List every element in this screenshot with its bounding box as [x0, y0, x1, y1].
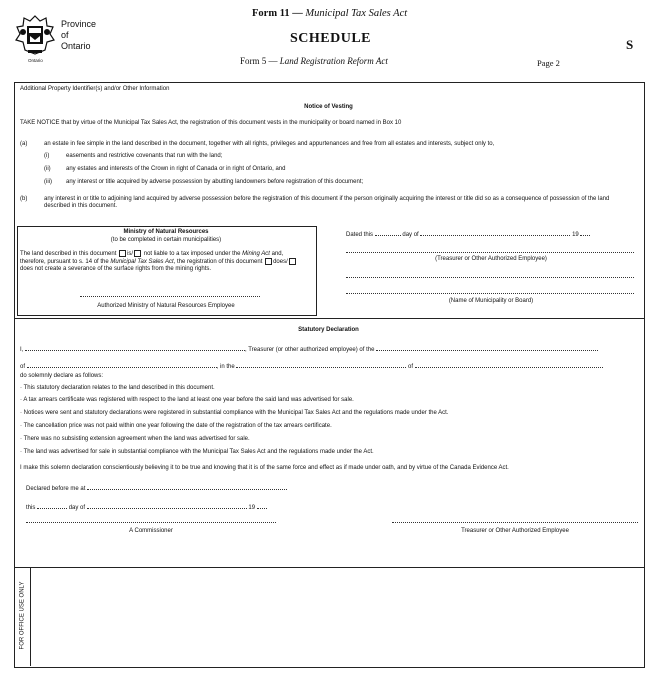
location-of2-label: of	[408, 364, 414, 370]
location-of-field[interactable]	[27, 362, 217, 368]
does-not-checkbox[interactable]	[289, 258, 296, 265]
additional-info-field[interactable]	[20, 94, 636, 100]
location-in-the-field[interactable]	[236, 362, 406, 368]
clause-a-text: an estate in fee simple in the land described in the document, together with all rights, privileges and appurtenances and free from all estates and interests, subject only to,	[44, 141, 495, 147]
mnr-subtitle: (to be completed in certain municipalities)	[110, 237, 222, 243]
municipality-label: (Name of Municipality or Board)	[448, 298, 534, 304]
dated-year-label: 19	[572, 232, 579, 238]
declarant-row	[20, 345, 640, 354]
declaration-bullet-2: · A tax arrears certificate was registered with respect to the land at least one year before the said land was advertised for sale.	[20, 397, 354, 403]
declared-place-field[interactable]	[87, 484, 287, 490]
municipality-line-1[interactable]	[346, 277, 634, 278]
is-not-checkbox[interactable]	[134, 250, 141, 257]
dated-this-row	[346, 230, 636, 239]
declaration-bullet-4: · The cancellation price was not paid within one year following the date of the registration of the tax arrears certificate.	[20, 423, 332, 429]
declared-year-field[interactable]	[257, 503, 267, 509]
mnr-text-4: does not create a severance of the surface rights from the mining rights.	[20, 266, 212, 273]
does-checkbox[interactable]	[265, 258, 272, 265]
dated-day-field[interactable]	[375, 230, 401, 236]
form-5-label: Form 5 —	[240, 56, 280, 66]
clause-a-i-num: (i)	[44, 153, 50, 159]
form-5-act: Land Registration Reform Act	[279, 56, 388, 66]
dated-day-of-label: day of	[402, 232, 419, 238]
not-liable-text: not liable to a tax imposed under the	[143, 251, 241, 258]
location-in-the-label: , in the	[216, 364, 235, 370]
treasurer-signature-label: (Treasurer or Other Authorized Employee)	[435, 256, 547, 262]
ontario-crest-icon	[14, 14, 56, 58]
clause-a-i-text: easements and restrictive covenants that run with the land;	[66, 153, 223, 159]
does-label: does/	[273, 259, 288, 266]
declaration-bullet-6: · The land was advertised for sale in substantial compliance with the Municipal Tax Sales Act and the regulations made under the Act.	[20, 449, 374, 455]
declaration-bullet-3: · Notices were sent and statutory declarations were registered in substantial compliance with the Municipal Tax Sales Act and the regulations made under the Act.	[20, 410, 449, 416]
location-of-label: of	[20, 364, 26, 370]
notice-of-vesting-title: Notice of Vesting	[304, 104, 353, 110]
location-row	[20, 362, 640, 371]
mnr-title: Ministry of Natural Resources	[123, 229, 209, 235]
declarant-i-label: I,	[20, 347, 24, 353]
form-11-title	[252, 8, 407, 19]
clause-a-ii-text: any estates and interests of the Crown in right of Canada or in right of Ontario, and	[66, 166, 286, 172]
declared-year-label: 19	[248, 505, 256, 511]
mnr-statement	[20, 250, 310, 273]
commissioner-label: A Commissioner	[129, 528, 173, 534]
mnr-signature-label: Authorized Ministry of Natural Resources Employee	[97, 303, 235, 309]
form-11-label: Form 11 —	[252, 8, 306, 19]
page-number: Page 2	[537, 58, 560, 68]
declared-month-field[interactable]	[87, 503, 247, 509]
closing-statement: I make this solemn declaration conscientiously believing it to be true and knowing that it is of the same force and effect as if made under oath, and by virtue of the Canada Evidence Act.	[20, 465, 509, 471]
dated-this-label: Dated this	[346, 232, 374, 238]
commissioner-signature-line[interactable]	[26, 522, 276, 523]
clause-a-ii-num: (ii)	[44, 166, 51, 172]
declared-date-row	[26, 503, 326, 512]
form-11-act: Municipal Tax Sales Act	[305, 8, 408, 19]
province-of-ontario	[61, 19, 96, 52]
take-notice-text: TAKE NOTICE that by virtue of the Municipal Tax Sales Act, the registration of this document vests in the municipality or board named in Box 10	[20, 120, 402, 126]
province-line-2: of	[61, 30, 69, 40]
mnr-text-1: The land described in this document	[20, 251, 117, 258]
bullet-6-text: The land was advertised for sale in substantial compliance with the Municipal Tax Sales Act and the regulations made under the Act.	[23, 449, 374, 455]
clause-a-label: (a)	[20, 141, 28, 147]
declarant-name-field[interactable]	[25, 345, 245, 351]
office-use-area[interactable]	[31, 568, 642, 665]
province-line-3: Ontario	[61, 41, 91, 51]
dated-month-field[interactable]	[420, 230, 570, 236]
bullet-5-text: There was no subsisting extension agreement when the land was advertised for sale.	[23, 436, 250, 442]
bullet-3-text: Notices were sent and statutory declarations were registered in substantial compliance with the Municipal Tax Sales Act and the regulations made under the Act.	[23, 410, 449, 416]
municipality-line-2[interactable]	[346, 293, 634, 294]
mnr-signature-line[interactable]	[80, 296, 260, 297]
clause-b-text: any interest in or title to adjoining land acquired by adverse possession before the registration of this document if the person originally acquiring the interest or title did so as a consequence of possession of the land described in this document.	[44, 196, 610, 209]
form-5-title	[240, 56, 388, 66]
mnr-text-3: , the registration of this document	[173, 259, 263, 266]
schedule-title: SCHEDULE	[290, 31, 372, 46]
declared-day-of-label: day of	[68, 505, 86, 511]
declared-day-field[interactable]	[37, 503, 67, 509]
dated-year-field[interactable]	[580, 230, 590, 236]
additional-info-label: Additional Property Identifier(s) and/or Other Information	[20, 86, 170, 92]
solemnly-declare-text: do solemnly declare as follows:	[20, 373, 104, 379]
declared-this-label: this	[26, 505, 36, 511]
treasurer-signature-line[interactable]	[346, 252, 634, 253]
declared-before-row	[26, 484, 326, 493]
is-label: is/	[127, 251, 134, 258]
declared-before-label: Declared before me at	[26, 486, 86, 492]
declarant-body-field[interactable]	[376, 345, 598, 351]
employee-signature-line[interactable]	[392, 522, 638, 523]
schedule-letter: S	[626, 37, 634, 52]
clause-b-label: (b)	[20, 196, 28, 202]
clause-a-iii-num: (iii)	[44, 179, 52, 185]
declaration-bullet-5: · There was no subsisting extension agreement when the land was advertised for sale.	[20, 436, 250, 442]
location-of2-field[interactable]	[415, 362, 603, 368]
employee-label: Treasurer or Other Authorized Employee	[461, 528, 569, 534]
declarant-treasurer-label: , Treasurer (or other authorized employee) of the	[245, 347, 375, 353]
province-line-1: Province	[61, 19, 97, 29]
statutory-declaration-title: Statutory Declaration	[298, 327, 359, 333]
mnr-text-2: and, therefore, pursuant to s. 14 of the	[20, 251, 284, 266]
bullet-4-text: The cancellation price was not paid within one year following the date of the registration of the tax arrears certificate.	[23, 423, 332, 429]
declaration-bullet-1: · This statutory declaration relates to the land described in this document.	[20, 385, 215, 391]
bullet-2-text: A tax arrears certificate was registered with respect to the land at least one year before the said land was advertised for sale.	[23, 397, 354, 403]
clause-a-iii-text: any interest or title acquired by adverse possession by abutting landowners before registration of this document;	[66, 179, 364, 185]
crest-caption: Ontario	[28, 58, 43, 63]
mtsa-text: Municipal Tax Sales Act	[110, 259, 174, 266]
mining-act-text: Mining Act	[242, 251, 270, 258]
office-use-label: FOR OFFICE USE ONLY	[19, 581, 26, 650]
statutory-divider	[14, 318, 644, 319]
is-checkbox[interactable]	[119, 250, 126, 257]
bullet-1-text: This statutory declaration relates to the land described in this document.	[23, 385, 215, 391]
